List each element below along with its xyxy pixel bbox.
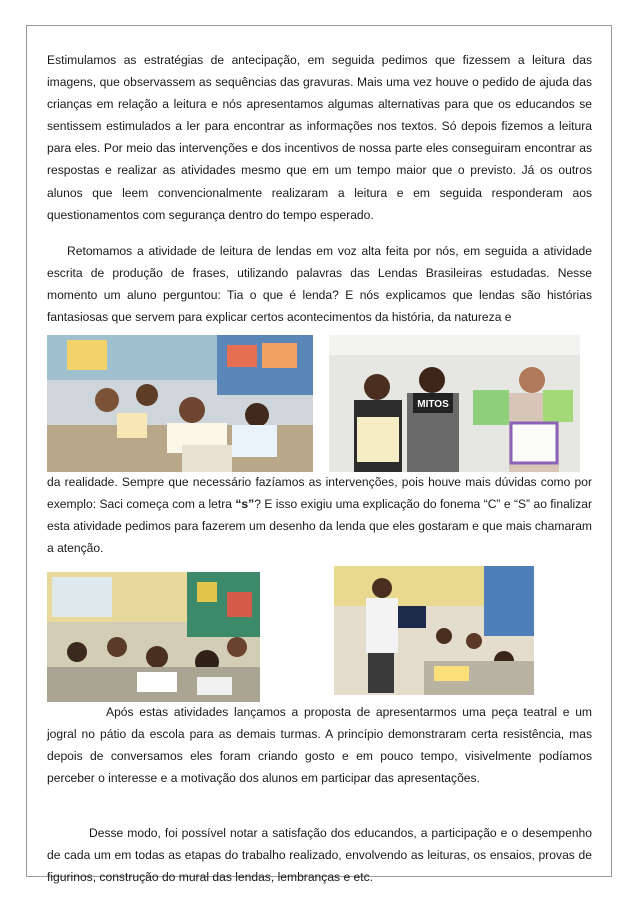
paragraph-4: Após estas atividades lançamos a proposta de apresentarmos uma peça teatral e um jogral no pátio da escola para as demais turmas. A princípio demonstraram certa resistência, mas depois de conversamos eles foram criando gosto e em pouco tempo, visivelmente podíamos perceber o interesse e a motivação dos alunos em participar das apresentações. (47, 705, 592, 786)
paragraph-1: Estimulamos as estratégias de antecipação, em seguida pedimos que fizessem a leitura das imagens, que observassem as sequências das gravuras. Mais uma vez houve o pedido de ajuda das crianças em relação a leitura e nós apresentamos algumas alternativas para que os educandos se sentissem estimulados a ler para encontrar as informações nos textos. Só depois fizemos a leitura para eles. Por meio das intervenções e dos incentivos de nossa parte eles conseguiram encontrar as respostas e realizar as atividades mesmo que em um tempo maior que o previsto. Já os outros alunos que leem convencionalmente realizaram a leitura e em seguida responderam aos questionamentos com segurança dentro do tempo esperado. (47, 53, 592, 222)
photo-teachers-with-posters (329, 335, 580, 472)
paragraph-3-text-a: da realidade. Sempre que necessário fazíamos as intervenções, pois houve mais dúvidas como por exemplo: Saci começa com a letra (47, 475, 592, 512)
paragraph-3-bold: “s” (235, 497, 255, 512)
paragraph-5: Desse modo, foi possível notar a satisfação dos educandos, a participação e o desempenho de cada um em todas as etapas do trabalho realizado, envolvendo as leituras, os ensaios, provas de figurinos, construção do mural das lendas, lembranças e etc. (47, 826, 592, 885)
paragraph-3 (47, 471, 592, 559)
poster-mitos-label: MITOS (417, 399, 449, 410)
photo-students-drawing (47, 572, 260, 702)
paragraph-3-text-b: ? E isso exigiu uma explicação do fonema “C” e “S” ao finalizar esta atividade pedimos para fazerem um desenho da lenda que eles gostaram e que mais chamaram a atenção. (47, 497, 592, 556)
photo-teacher-reading-book (334, 566, 534, 695)
paragraph-2: Retomamos a atividade de leitura de lendas em voz alta feita por nós, em seguida a atividade escrita de produção de frases, utilizando palavras das Lendas Brasileiras estudadas. Nesse momento um aluno perguntou: Tia o que é lenda? E nós explicamos que lendas são histórias fantasiosas que servem para explicar certos acontecimentos da história, da natureza e (47, 244, 592, 325)
photo-children-with-books (47, 335, 313, 472)
